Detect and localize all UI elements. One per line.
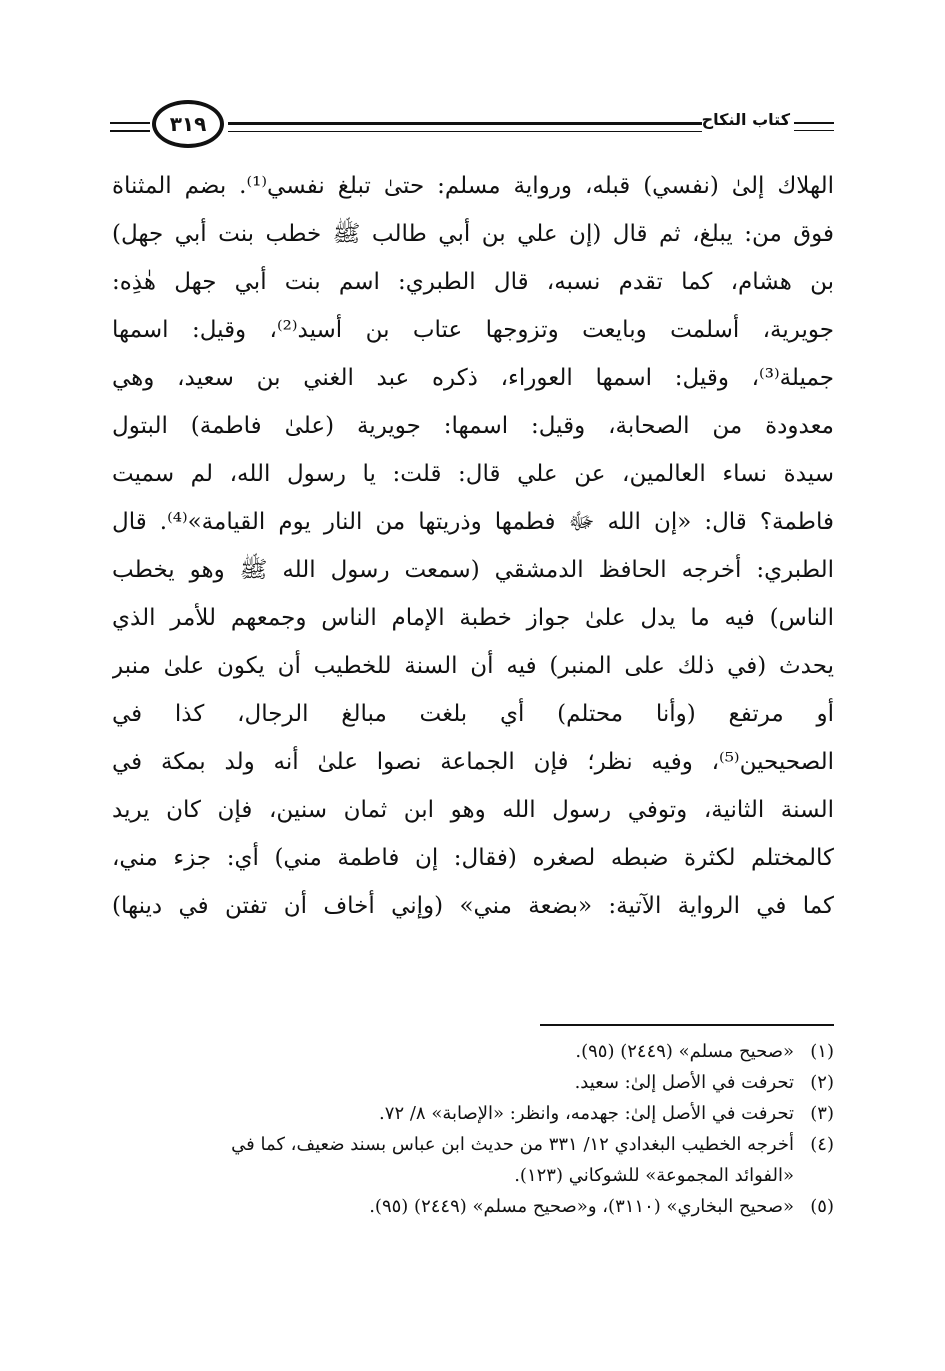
footnote-text: تحرفت في الأصل إلىٰ: جهدمه، وانظر: «الإصابة» ٨/ ٧٢. bbox=[379, 1103, 794, 1124]
page-header bbox=[110, 98, 834, 156]
footnote-1 bbox=[112, 1036, 834, 1067]
main-text bbox=[112, 162, 834, 930]
text-line: كالمختلم لكثرة ضبطه لصغره (فقال: إن فاطمة مني) أي: جزء مني، bbox=[112, 845, 834, 871]
text-line: جويرية، أسلمت وبايعت وتزوجها عتاب بن أسيد⁽²⁾، وقيل: اسمها bbox=[112, 317, 834, 343]
footnote-text: «صحيح مسلم» (٢٤٤٩) (٩٥). bbox=[575, 1041, 794, 1062]
footnote-number: (٤) bbox=[810, 1134, 834, 1155]
footnote-number: (١) bbox=[810, 1041, 834, 1062]
text-line: بن هشام، كما تقدم نسبه، قال الطبري: اسم بنت أبي جهل هٰذِه: bbox=[112, 269, 834, 295]
footnote-text: «صحيح البخاري» (٣١١٠)، و«صحيح مسلم» (٢٤٤٩) (٩٥). bbox=[369, 1196, 794, 1217]
footnote-number: (٢) bbox=[810, 1072, 834, 1093]
header-rule-middle bbox=[228, 122, 702, 132]
text-line: فوق من: يبلغ، ثم قال (إن علي بن أبي طالب ﷺ خطب بنت أبي جهل) bbox=[112, 221, 834, 247]
text-line: الهلاك إلىٰ (نفسي) قبله، ورواية مسلم: حتىٰ تبلغ نفسي⁽¹⁾. بضم المثناة bbox=[112, 173, 834, 199]
text-line: الناس) فيه ما يدل علىٰ جواز خطبة الإمام الناس وجمعهم للأمر الذي bbox=[112, 605, 834, 631]
footnote-text: تحرفت في الأصل إلىٰ: سعيد. bbox=[574, 1072, 794, 1093]
text-line: يحدث (في ذلك على المنبر) فيه أن السنة للخطيب أن يكون علىٰ منبر bbox=[112, 653, 834, 679]
footnote-number: (٣) bbox=[810, 1103, 834, 1124]
footnote-separator bbox=[540, 1024, 834, 1026]
footnote-2 bbox=[112, 1067, 834, 1098]
text-line: الصحيحين⁽⁵⁾، وفيه نظر؛ فإن الجماعة نصوا علىٰ أنه ولد بمكة في bbox=[112, 749, 834, 775]
page-number: ٣١٩ bbox=[152, 100, 224, 148]
footnote-5 bbox=[112, 1191, 834, 1222]
text-line: كما في الرواية الآتية: «بضعة مني» (وإني أخاف أن تفتن في دينها) bbox=[112, 893, 834, 919]
header-rule-right bbox=[794, 122, 834, 131]
footnote-4-continuation: «الفوائد المجموعة» للشوكاني (١٢٣). bbox=[514, 1165, 794, 1186]
footnote-3 bbox=[112, 1098, 834, 1129]
book-title: كتاب النكاح bbox=[701, 110, 790, 129]
text-line: الطبري: أخرجه الحافظ الدمشقي (سمعت رسول الله ﷺ وهو يخطب bbox=[112, 557, 834, 583]
footnote-text: أخرجه الخطيب البغدادي ١٢/ ٣٣١ من حديث ابن عباس بسند ضعيف، كما في bbox=[231, 1134, 794, 1155]
footnote-number: (٥) bbox=[810, 1196, 834, 1217]
footnote-4 bbox=[112, 1129, 834, 1160]
text-line: سيدة نساء العالمين، عن علي قال: قلت: يا رسول الله، لم سميت bbox=[112, 461, 834, 487]
header-rule-left bbox=[110, 122, 150, 132]
text-line: أو مرتفع (وأنا محتلم) أي بلغت مبالغ الرجال، كذا في bbox=[112, 701, 834, 727]
text-line: معدودة من الصحابة، وقيل: اسمها: جويرية (علىٰ فاطمة) البتول bbox=[112, 413, 834, 439]
text-line: السنة الثانية، وتوفي رسول الله وهو ابن ثمان سنين، فإن كان يريد bbox=[112, 797, 834, 823]
footnotes bbox=[112, 1036, 834, 1222]
text-line: جميلة⁽³⁾، وقيل: اسمها العوراء، ذكره عبد الغني بن سعيد، وهي bbox=[112, 365, 834, 391]
text-line: فاطمة؟ قال: «إن الله ﷻ فطمها وذريتها من النار يوم القيامة»⁽⁴⁾. قال bbox=[112, 509, 834, 535]
